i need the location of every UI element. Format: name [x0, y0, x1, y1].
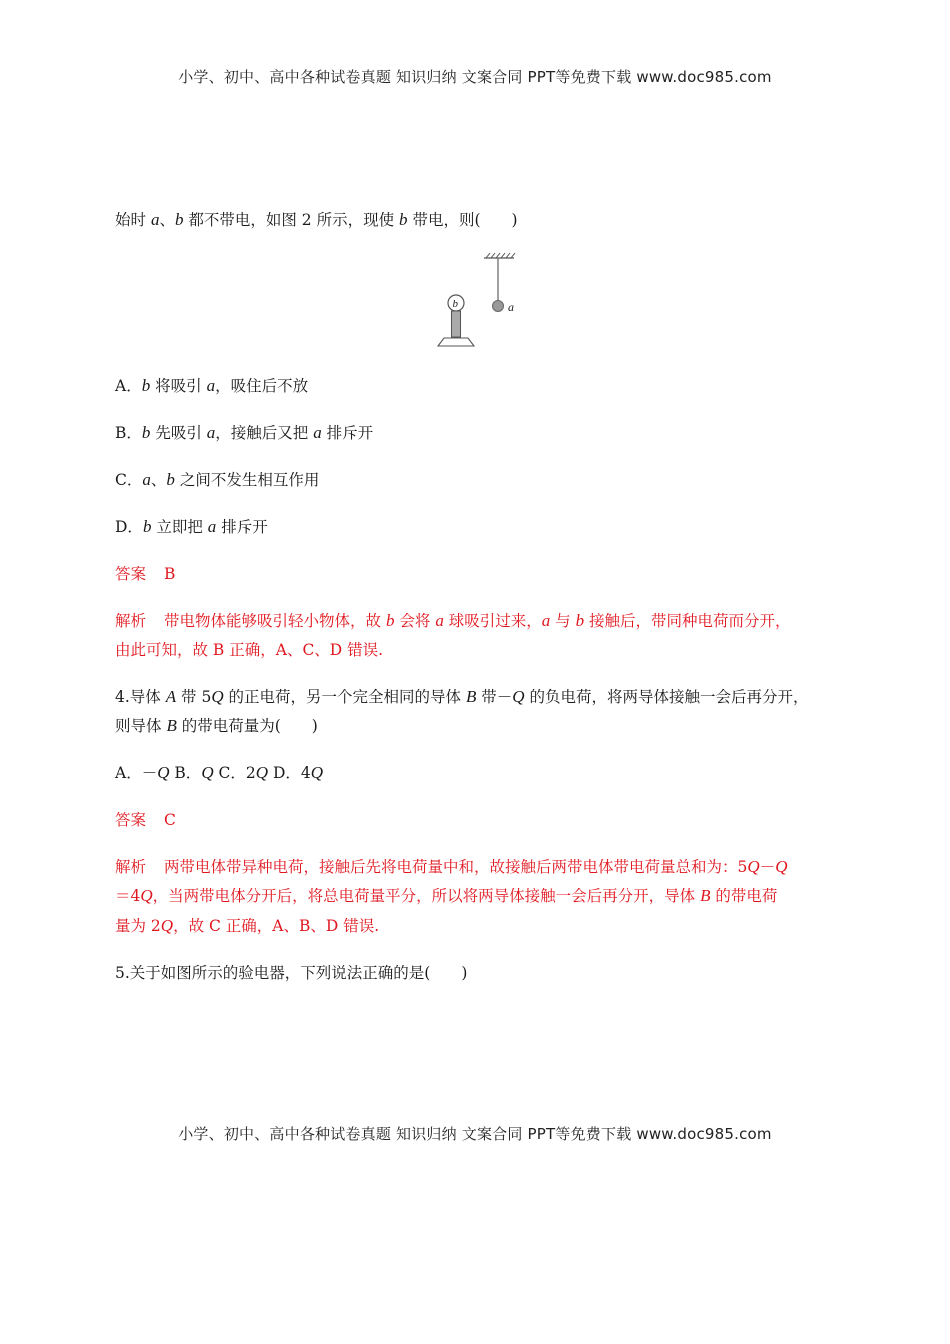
text: 先吸引 [150, 424, 207, 442]
text: 之间不发生相互作用 [174, 471, 320, 489]
text: 、 [150, 471, 167, 489]
var: a [206, 376, 216, 395]
var: Q [160, 916, 174, 935]
text: ＝4 [115, 887, 141, 905]
var: Q [201, 763, 214, 782]
q4-stem-line2 [115, 716, 318, 736]
text: 带电，则( ) [407, 211, 518, 229]
var: b [385, 611, 395, 630]
var: a [207, 517, 217, 536]
electroscope-figure [430, 250, 540, 350]
text: 与 [550, 612, 576, 630]
text: 带 5 [176, 688, 212, 706]
var: b [141, 376, 151, 395]
var: Q [157, 763, 170, 782]
text: 都不带电，如图 2 所示，现使 [183, 211, 400, 229]
text: 量为 2 [115, 917, 161, 935]
var: a [150, 210, 160, 229]
var: Q [255, 763, 269, 782]
var: b [166, 470, 175, 489]
q3-analysis-line2: 由此可知，故 B 正确，A、C、D 错误. [115, 641, 384, 659]
var: a [435, 611, 444, 630]
text: 将吸引 [150, 377, 207, 395]
var: Q [211, 687, 224, 706]
text: － [759, 858, 776, 876]
var: b [174, 210, 184, 229]
q4-analysis-line2 [115, 886, 777, 906]
var: a [313, 423, 322, 442]
text: 排斥开 [216, 518, 268, 536]
option-a: A．－ [115, 764, 158, 782]
q3-stem [115, 210, 518, 230]
var: b [399, 210, 408, 229]
text: 接触后，带同种电荷而分开， [584, 612, 791, 630]
text: 始时 [115, 211, 151, 229]
var: B [700, 886, 711, 905]
option-key: A． [115, 377, 142, 395]
var: Q [512, 687, 525, 706]
q3-option-a [115, 376, 308, 396]
option-key: C． [115, 471, 143, 489]
var: a [541, 611, 551, 630]
option-key: B． [115, 424, 142, 442]
text: 的带电荷 [710, 887, 778, 905]
var: Q [310, 763, 324, 782]
q3-option-c [115, 470, 319, 490]
text: 则导体 [115, 717, 167, 735]
var: b [575, 611, 585, 630]
var: Q [747, 857, 760, 876]
text: ，当两带电体分开后，将总电荷量平分，所以将两导体接触一会后再分开，导体 [152, 887, 701, 905]
header-banner: 小学、初中、高中各种试卷真题 知识归纳 文案合同 PPT等免费下载 www.doc985.com [178, 68, 772, 86]
var: b [142, 517, 152, 536]
q3-answer [115, 564, 175, 584]
text: 带－ [476, 688, 513, 706]
q3-option-b [115, 423, 373, 443]
var: B [465, 687, 477, 706]
var: A [165, 687, 177, 706]
text: 的负电荷，将两导体接触一会后再分开， [524, 688, 809, 706]
q3-option-d [115, 517, 268, 537]
answer-value: C [164, 811, 176, 829]
footer-banner: 小学、初中、高中各种试卷真题 知识归纳 文案合同 PPT等免费下载 www.doc985.com [178, 1125, 772, 1143]
text: 的正电荷，另一个完全相同的导体 [223, 688, 466, 706]
text: 、 [159, 211, 175, 229]
text: 排斥开 [321, 424, 374, 442]
text: 球吸引过来， [443, 612, 542, 630]
var: B [166, 716, 177, 735]
q4-stem-line1 [115, 687, 809, 707]
text: 会将 [394, 612, 436, 630]
var: a [142, 470, 151, 489]
q4-analysis-line1 [115, 857, 787, 877]
pendulum-and-charged-sphere-diagram [430, 250, 540, 350]
text: 立即把 [151, 518, 208, 536]
option-key: D． [115, 518, 143, 536]
q5-stem: 5.关于如图所示的验电器，下列说法正确的是( ) [115, 964, 468, 982]
text: 4.导体 [115, 688, 166, 706]
q4-analysis-line3 [115, 916, 379, 936]
svg-text:b: b [452, 298, 458, 310]
answer-label: 答案 [115, 811, 147, 829]
var: Q [775, 857, 788, 876]
option-c: C．2 [213, 764, 256, 782]
text: ，吸住后不放 [215, 377, 309, 395]
q4-options [115, 763, 323, 783]
q3-analysis-line1 [115, 611, 791, 631]
q4-answer [115, 810, 176, 830]
text: ，接触后又把 [215, 424, 314, 442]
option-d: D．4 [268, 764, 311, 782]
text: ，故 C 正确，A、B、D 错误. [173, 917, 380, 935]
var: b [141, 423, 151, 442]
text: 的带电荷量为( ) [176, 717, 318, 735]
analysis-label: 解析 [115, 858, 147, 876]
answer-value: B [164, 565, 176, 583]
text: 两带电体带异种电荷，接触后先将电荷量中和，故接触后两带电体带电荷量总和为：5 [164, 858, 748, 876]
answer-label: 答案 [115, 565, 147, 583]
option-b: B． [169, 764, 202, 782]
analysis-label: 解析 [115, 612, 147, 630]
svg-text:a: a [508, 300, 514, 314]
text: 带电物体能够吸引轻小物体，故 [164, 612, 386, 630]
var: Q [140, 886, 153, 905]
var: a [206, 423, 216, 442]
